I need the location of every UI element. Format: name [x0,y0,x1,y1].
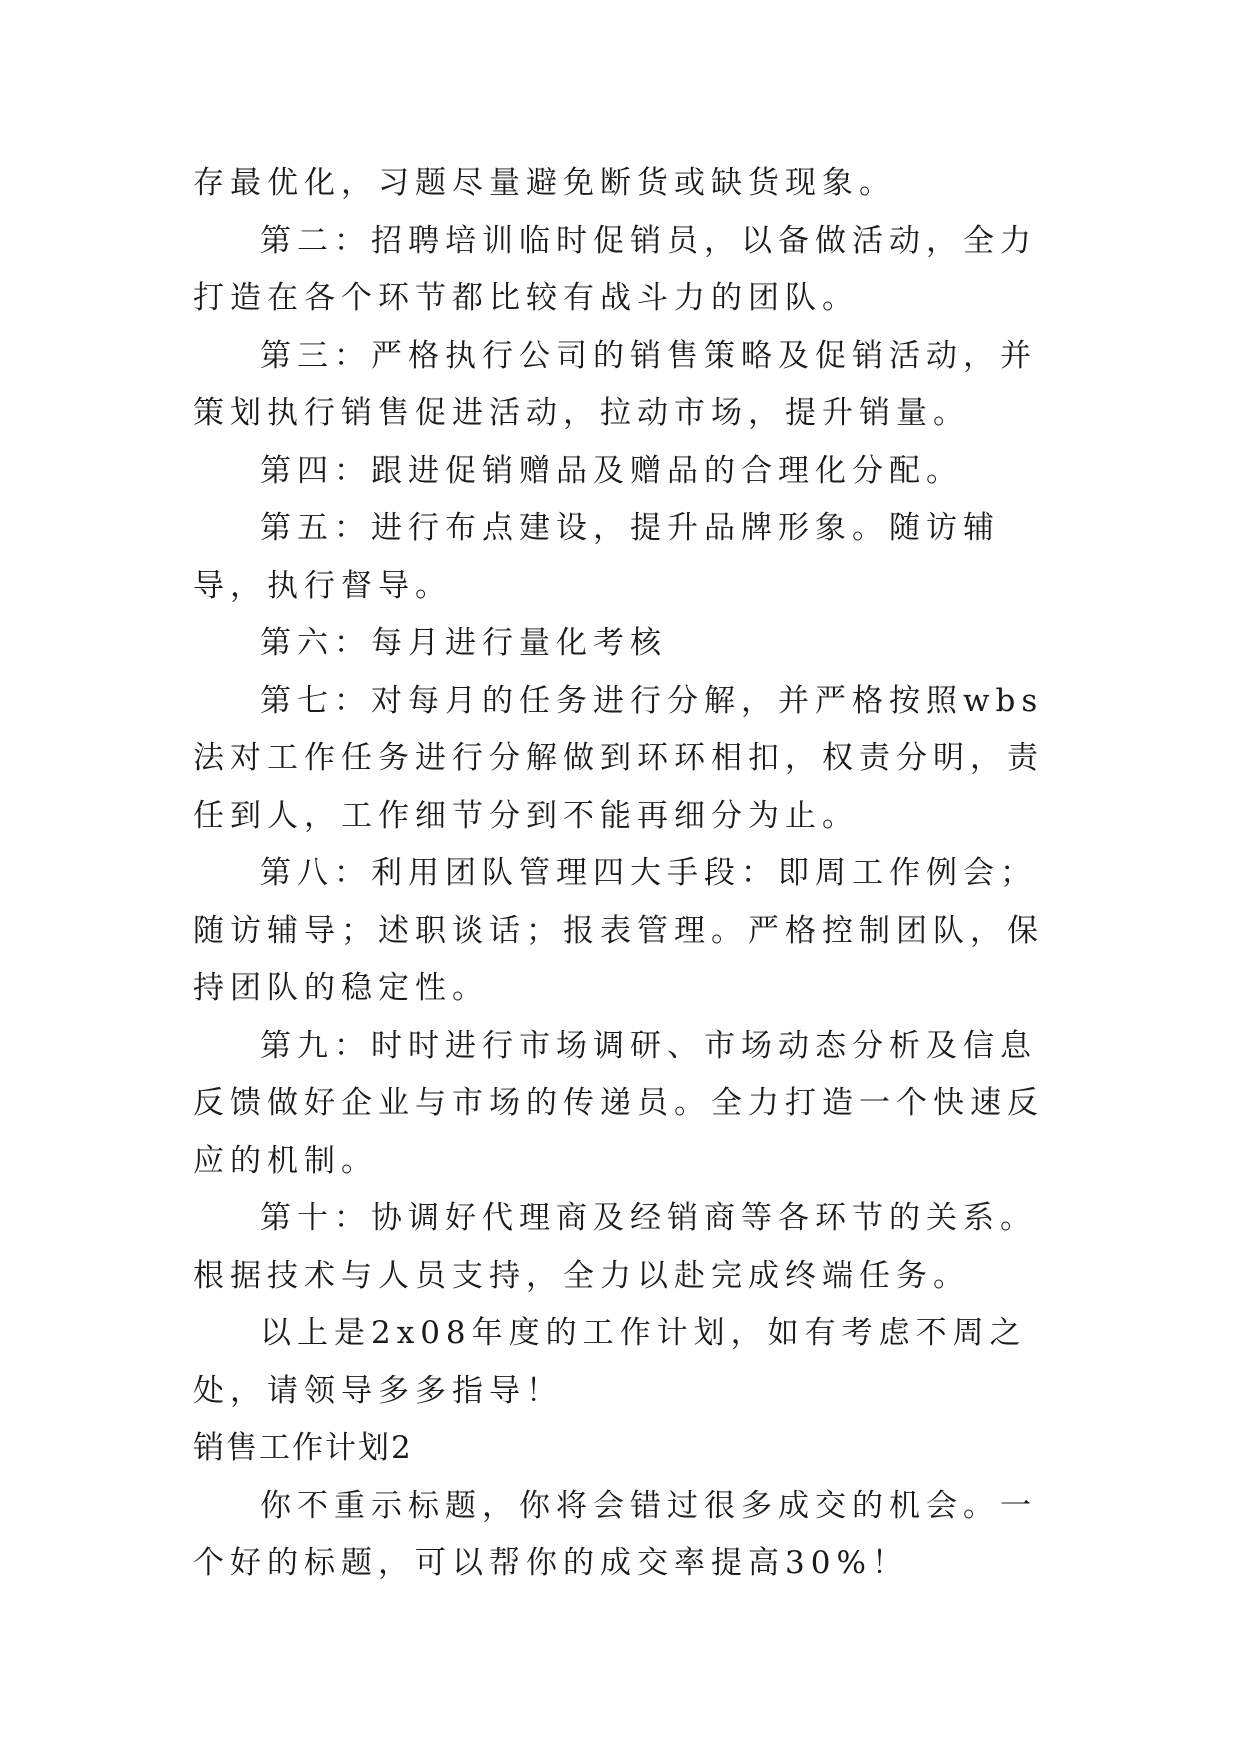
paragraph-2: 第二：招聘培训临时促销员，以备做活动，全力打造在各个环节都比较有战斗力的团队。 [193,222,1037,316]
section-heading: 销售工作计划2 [193,1430,413,1466]
paragraph-1: 存最优化，习题尽量避免断货或缺货现象。 [193,165,896,201]
paragraph-7: 第七：对每月的任务进行分解，并严格按照wbs法对工作任务进行分解做到环环相扣，权责分明，责任到人，工作细节分到不能再细分为止。 [193,682,1044,834]
document-body [193,155,1053,1593]
paragraph-3: 第三：严格执行公司的销售策略及促销活动，并策划执行销售促进活动，拉动市场，提升销量。 [193,337,1037,431]
paragraph-6: 第六：每月进行量化考核 [260,625,667,661]
paragraph-5: 第五：进行布点建设，提升品牌形象。随访辅导，执行督导。 [193,510,1000,604]
section-paragraph-1: 你不重示标题，你将会错过很多成交的机会。一个好的标题，可以帮你的成交率提高30%！ [193,1487,1037,1581]
paragraph-11: 以上是2x08年度的工作计划，如有考虑不周之处，请领导多多指导！ [193,1315,1027,1409]
paragraph-10: 第十：协调好代理商及经销商等各环节的关系。根据技术与人员支持，全力以赴完成终端任务。 [193,1200,1037,1294]
paragraph-9: 第九：时时进行市场调研、市场动态分析及信息反馈做好企业与市场的传递员。全力打造一个快速反应的机制。 [193,1027,1044,1179]
paragraph-8: 第八：利用团队管理四大手段：即周工作例会；随访辅导；述职谈话；报表管理。严格控制团队，保持团队的稳定性。 [193,855,1044,1006]
paragraph-4: 第四：跟进促销赠品及赠品的合理化分配。 [260,452,963,489]
